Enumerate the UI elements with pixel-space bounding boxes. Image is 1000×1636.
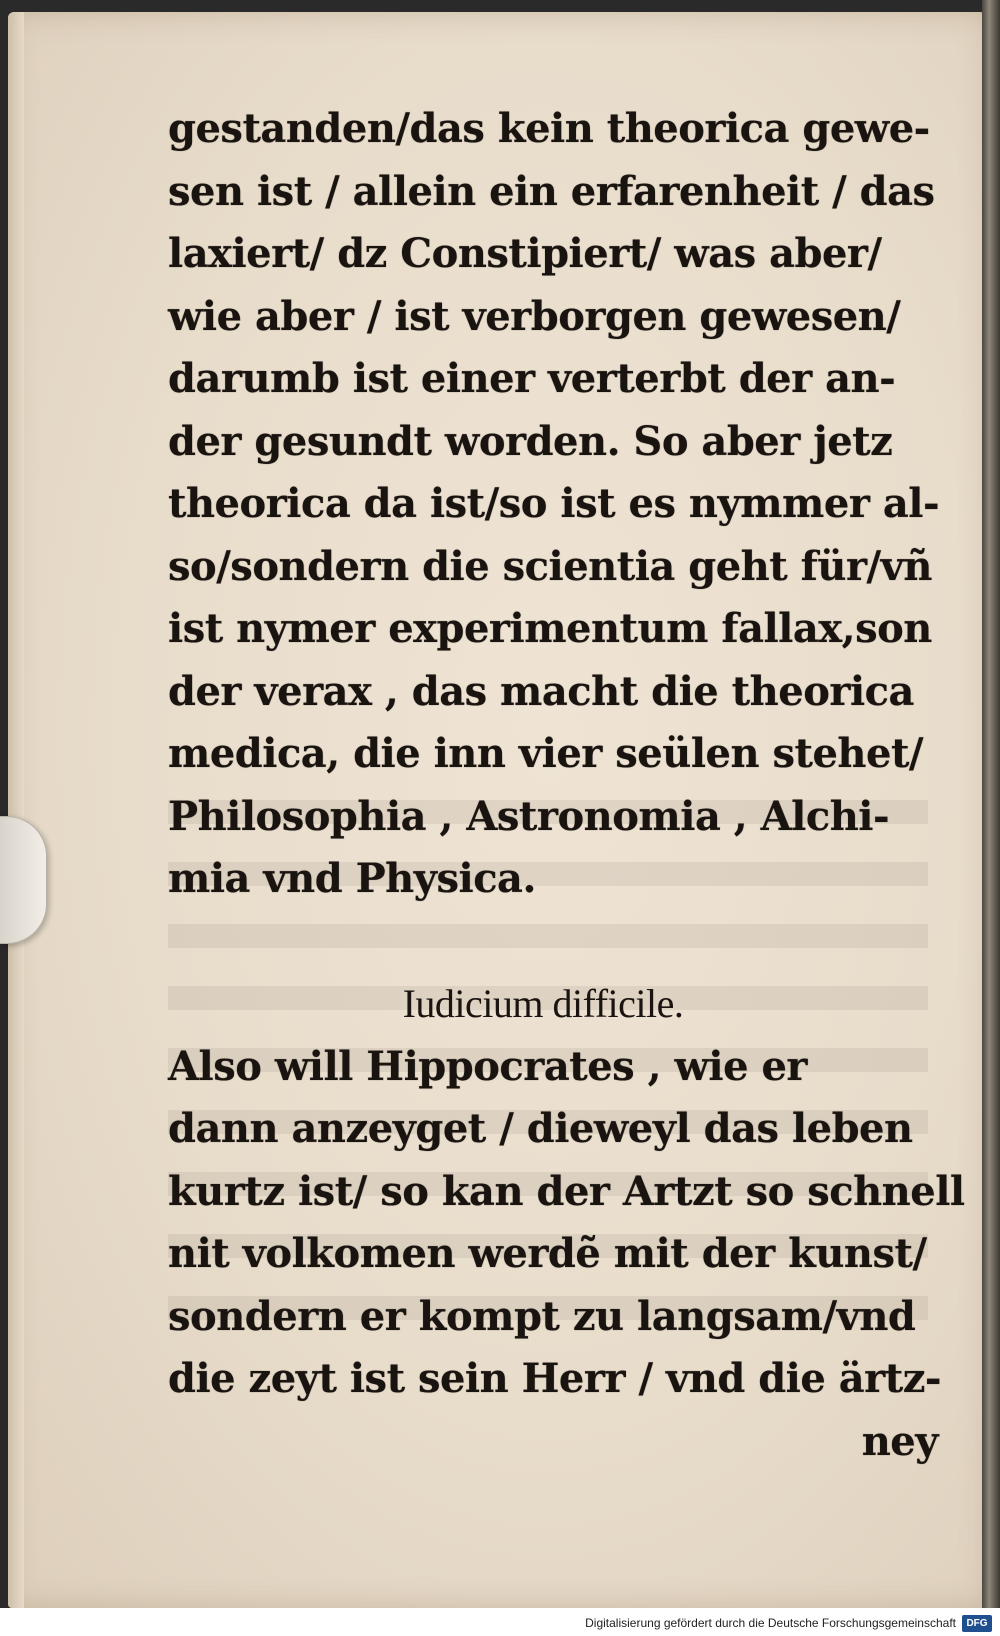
page-edge — [8, 12, 24, 1608]
text-line: nit volkomen werdẽ mit der kunst/ — [168, 1230, 927, 1277]
text-line: darumb ist einer verterbt der an- — [168, 355, 896, 402]
digitization-credit: Digitalisierung gefördert durch die Deutsche Forschungsgemeinschaft — [585, 1616, 956, 1630]
text-line: theorica da ist/so ist es nymmer al- — [168, 480, 940, 527]
bookmark-tab — [0, 816, 47, 944]
footer-bar — [0, 1608, 1000, 1636]
book-binding — [982, 0, 1000, 1636]
text-line: dann anzeyget / dieweyl das leben — [168, 1105, 913, 1152]
text-line: wie aber / ist verborgen gewesen/ — [168, 292, 901, 340]
text-line: Also will Hippocrates , wie er — [168, 1042, 808, 1090]
text-line: der verax , das macht die theorica — [168, 667, 914, 715]
text-line: kurtz ist/ so kan der Artzt so schnell — [168, 1167, 965, 1215]
text-line: medica, die inn vier seülen stehet/ — [168, 730, 924, 777]
text-line: ist nymer experimentum fallax,son — [168, 605, 932, 652]
dfg-logo-icon: DFG — [962, 1615, 992, 1632]
section-heading: Iudicium difficile. — [402, 981, 684, 1026]
text-line: so/sondern die scientia geht für/vñ — [168, 542, 932, 590]
text-line: gestanden/das kein theorica gewe- — [168, 105, 930, 152]
text-line: Philosophia , Astronomia , Alchi- — [168, 792, 890, 840]
text-line: der gesundt worden. So aber jetz — [168, 417, 893, 465]
text-line: sen ist / allein ein erfarenheit / das — [168, 167, 935, 215]
text-line: sondern er kompt zu langsam/vnd — [168, 1292, 916, 1340]
catchword: ney — [861, 1417, 938, 1465]
page-text — [168, 98, 965, 1473]
text-line: mia vnd Physica. — [168, 855, 536, 902]
text-line: die zeyt ist sein Herr / vnd die ärtz- — [168, 1355, 942, 1402]
text-line: laxiert/ dz Constipiert/ was aber/ — [168, 230, 882, 277]
